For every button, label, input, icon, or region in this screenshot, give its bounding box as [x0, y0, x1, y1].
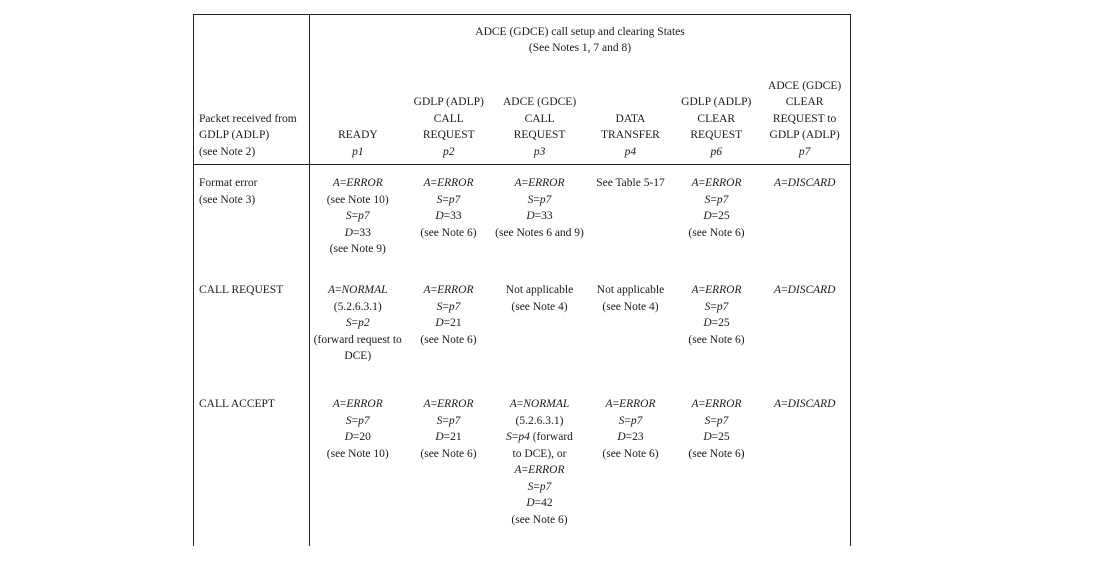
cell-line: (5.2.6.3.1) — [515, 414, 564, 427]
col-header-line: CALL — [433, 112, 464, 125]
cell-line: Not applicable — [596, 284, 665, 296]
cell-line: D=33 — [526, 210, 553, 222]
cell-line: D=21 — [435, 431, 462, 443]
cell-line: (see Note 6) — [688, 447, 745, 460]
table-cell — [310, 272, 406, 386]
col-header-p3 — [492, 74, 588, 164]
cell-line: (see Note 6) — [420, 226, 477, 239]
table-cell — [310, 165, 406, 273]
cell-line: (see Notes 6 and 9) — [495, 226, 584, 239]
states-header-cell — [310, 15, 851, 165]
column-headers — [310, 74, 850, 164]
cell-line: D=21 — [435, 317, 462, 329]
cell-line: (5.2.6.3.1) — [333, 300, 382, 313]
cell-line: (forward request to — [313, 333, 402, 346]
col-header-line: CLEAR — [785, 96, 824, 108]
col-header-line: REQUEST — [690, 129, 743, 141]
col-header-line: CLEAR — [697, 112, 736, 125]
cell-line: S=p7 — [527, 193, 552, 206]
col-header-p7 — [759, 74, 850, 164]
cell-line: (see Note 9) — [329, 243, 386, 255]
cell-line: (see Note 4) — [511, 300, 568, 313]
cell-line: S=p7 — [704, 300, 729, 313]
cell-line: DCE) — [344, 350, 372, 362]
cell-line: D=23 — [617, 431, 644, 443]
title-line: ADCE (GDCE) call setup and clearing States — [475, 26, 685, 38]
state-label: p6 — [710, 145, 723, 158]
cell-line: Not applicable — [505, 284, 574, 296]
cell-line: A=ERROR — [691, 177, 742, 189]
cell-line: See Table 5-17 — [596, 177, 665, 189]
cell-line: A=DISCARD — [774, 284, 836, 296]
row-label-cell — [194, 272, 310, 386]
cell-line: A=DISCARD — [774, 177, 836, 189]
cell-line: A=ERROR — [605, 398, 656, 410]
table-title — [310, 24, 850, 56]
table-cell — [492, 272, 588, 386]
state-label: p4 — [624, 145, 637, 158]
cell-line: (see Note 10) — [326, 193, 389, 206]
cell-line: S=p7 — [436, 414, 461, 427]
cell-line: (see Note 4) — [602, 300, 659, 313]
col-header-line: ADCE (GDCE) — [503, 96, 577, 108]
cell-line: S=p7 — [345, 210, 370, 222]
cell-line: S=p7 — [704, 193, 729, 206]
header-row — [194, 15, 851, 165]
row-label-line: Format error — [199, 177, 258, 189]
col-header-line: ADCE (GDCE) — [768, 79, 842, 92]
table-cell — [760, 165, 851, 273]
col-header-line: GDLP (ADLP) — [681, 96, 752, 108]
cell-line: A=NORMAL — [327, 284, 388, 296]
table-cell — [588, 272, 674, 386]
title-line: (See Notes 1, 7 and 8) — [528, 42, 632, 54]
table-cell — [406, 165, 492, 273]
cell-line: (see Note 10) — [326, 447, 389, 460]
col-header-line: REQUEST — [513, 129, 566, 141]
row-header-line: Packet received from — [199, 112, 297, 125]
row-label-cell — [194, 165, 310, 273]
cell-line: (see Note 6) — [511, 513, 568, 526]
table-cell — [406, 272, 492, 386]
cell-line: S=p7 — [436, 193, 461, 206]
table-cell — [588, 386, 674, 546]
cell-line: D=42 — [526, 497, 553, 509]
row-label-line: (see Note 3) — [199, 193, 256, 206]
table-cell — [492, 386, 588, 546]
cell-line: A=ERROR — [691, 284, 742, 296]
state-label: p7 — [798, 145, 811, 158]
cell-line: S=p2 — [345, 317, 370, 329]
table-row — [194, 386, 851, 546]
table-cell — [674, 386, 760, 546]
cell-line: A=ERROR — [332, 177, 383, 189]
col-header-p4 — [588, 74, 674, 164]
cell-line: D=20 — [344, 431, 371, 443]
table-cell — [674, 165, 760, 273]
cell-line: S=p7 — [436, 300, 461, 313]
cell-line: A=ERROR — [514, 177, 565, 189]
row-header-text — [199, 111, 305, 161]
col-header-p1 — [310, 74, 406, 164]
cell-line: A=ERROR — [423, 398, 474, 410]
row-label-line: CALL ACCEPT — [199, 398, 275, 410]
col-header-line: TRANSFER — [601, 129, 660, 141]
cell-line: D=25 — [703, 317, 730, 329]
cell-line: S=p7 — [345, 414, 370, 427]
col-header-p2 — [406, 74, 492, 164]
col-header-line: GDLP (ADLP) — [769, 129, 840, 141]
table-cell — [760, 272, 851, 386]
cell-line: (see Note 6) — [688, 226, 745, 239]
cell-line: D=33 — [435, 210, 462, 222]
cell-line: A=ERROR — [423, 284, 474, 296]
cell-line: (see Note 6) — [420, 333, 477, 346]
cell-line: A=ERROR — [514, 464, 565, 476]
cell-line: (see Note 6) — [602, 447, 659, 460]
state-label: p3 — [533, 145, 546, 158]
col-header-line: GDLP (ADLP) — [413, 96, 484, 108]
col-header-line: DATA — [615, 112, 646, 125]
cell-line: (see Note 6) — [688, 333, 745, 346]
cell-line: A=ERROR — [691, 398, 742, 410]
table-row — [194, 165, 851, 273]
cell-line: S=p7 — [704, 414, 729, 427]
table-cell — [406, 386, 492, 546]
table-cell — [588, 165, 674, 273]
cell-line: S=p7 — [527, 480, 552, 493]
col-header-line: CALL — [524, 112, 555, 125]
table-cell — [674, 272, 760, 386]
state-label: p2 — [443, 145, 455, 158]
cell-line: to DCE), or — [512, 447, 567, 460]
cell-line: A=NORMAL — [509, 398, 570, 410]
state-table — [193, 14, 851, 546]
col-header-line: REQUEST — [422, 129, 475, 141]
cell-line: A=ERROR — [332, 398, 383, 410]
cell-line: S=p7 — [618, 414, 643, 427]
cell-line: S=p4 (forward — [506, 431, 573, 443]
row-label-cell — [194, 386, 310, 546]
row-label-line: CALL REQUEST — [199, 284, 284, 296]
table-row — [194, 272, 851, 386]
cell-line: (see Note 6) — [420, 447, 477, 460]
table-cell — [492, 165, 588, 273]
cell-line: D=33 — [344, 226, 371, 239]
col-header-line: REQUEST to — [772, 112, 837, 125]
col-header-line: READY — [338, 129, 378, 141]
cell-line: A=DISCARD — [774, 398, 836, 410]
cell-line: A=ERROR — [423, 177, 474, 189]
cell-line: D=25 — [703, 431, 730, 443]
table-cell — [760, 386, 851, 546]
table-cell — [310, 386, 406, 546]
row-header-line: GDLP (ADLP) — [199, 129, 270, 141]
col-header-p6 — [673, 74, 759, 164]
state-label: p1 — [352, 145, 364, 158]
cell-line: D=25 — [703, 210, 730, 222]
row-header-cell — [194, 15, 310, 165]
row-header-line: (see Note 2) — [199, 145, 256, 158]
